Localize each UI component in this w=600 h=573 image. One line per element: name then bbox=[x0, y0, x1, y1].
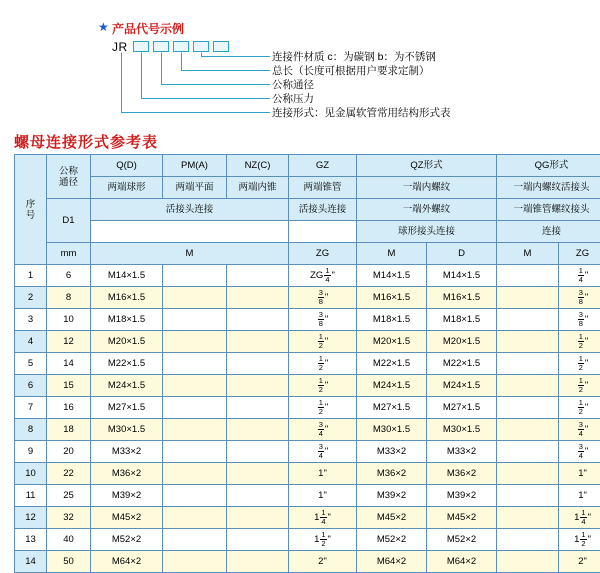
cell-qz-m: M16×1.5 bbox=[357, 287, 427, 309]
cell-gz-thread: $\frac{1}{2}$ " bbox=[289, 375, 357, 397]
cell-qg-zg: 1" bbox=[559, 463, 600, 485]
cell-seq: 5 bbox=[15, 353, 47, 375]
cell-q-thread: M14×1.5 bbox=[91, 265, 163, 287]
cell-seq: 2 bbox=[15, 287, 47, 309]
cell-qg-m bbox=[497, 463, 559, 485]
cell-qz-m: M36×2 bbox=[357, 463, 427, 485]
cell-qg-zg: $\frac{3}{4}$ " bbox=[559, 419, 600, 441]
cell-pm-thread bbox=[163, 419, 227, 441]
product-code-legend bbox=[0, 0, 600, 128]
cell-q-thread: M36×2 bbox=[91, 463, 163, 485]
cell-nominal-diameter: 32 bbox=[47, 507, 91, 529]
cell-seq: 3 bbox=[15, 309, 47, 331]
cell-nominal-diameter: 40 bbox=[47, 529, 91, 551]
header-type-desc-qg: 一端内螺纹活接头 bbox=[497, 177, 600, 199]
cell-qg-zg: 1" bbox=[559, 485, 600, 507]
cell-pm-thread bbox=[163, 265, 227, 287]
cell-nominal-diameter: 50 bbox=[47, 551, 91, 573]
cell-qg-m bbox=[497, 353, 559, 375]
cell-qg-zg: $\frac{1}{4}$ " bbox=[559, 265, 600, 287]
cell-nz-thread bbox=[227, 463, 289, 485]
cell-gz-thread: 2" bbox=[289, 551, 357, 573]
cell-qz-d: M30×1.5 bbox=[427, 419, 497, 441]
cell-seq: 7 bbox=[15, 397, 47, 419]
cell-nz-thread bbox=[227, 485, 289, 507]
header-thread-m: M bbox=[91, 243, 289, 265]
cell-gz-thread: 1" bbox=[289, 485, 357, 507]
table-row bbox=[15, 441, 600, 463]
cell-qg-zg: $\frac{3}{4}$ " bbox=[559, 441, 600, 463]
cell-nz-thread bbox=[227, 397, 289, 419]
table-row bbox=[15, 529, 600, 551]
cell-q-thread: M22×1.5 bbox=[91, 353, 163, 375]
cell-q-thread: M20×1.5 bbox=[91, 331, 163, 353]
cell-nz-thread bbox=[227, 419, 289, 441]
cell-qz-m: M22×1.5 bbox=[357, 353, 427, 375]
header-nominal-diameter bbox=[47, 155, 91, 199]
header-qg-connect: 连接 bbox=[497, 221, 600, 243]
legend-item-length: 总长（长度可根据用户要求定制） bbox=[272, 64, 451, 78]
cell-nominal-diameter: 16 bbox=[47, 397, 91, 419]
cell-qg-zg: $\frac{1}{2}$ " bbox=[559, 331, 600, 353]
cell-q-thread: M16×1.5 bbox=[91, 287, 163, 309]
cell-pm-thread bbox=[163, 551, 227, 573]
cell-qz-m: M24×1.5 bbox=[357, 375, 427, 397]
cell-q-thread: M64×2 bbox=[91, 551, 163, 573]
cell-qg-m bbox=[497, 551, 559, 573]
header-type-code-qz: QZ形式 bbox=[357, 155, 497, 177]
cell-pm-thread bbox=[163, 309, 227, 331]
cell-seq: 12 bbox=[15, 507, 47, 529]
cell-q-thread: M52×2 bbox=[91, 529, 163, 551]
table-row bbox=[15, 397, 600, 419]
cell-nz-thread bbox=[227, 265, 289, 287]
cell-qz-d: M36×2 bbox=[427, 463, 497, 485]
table-row bbox=[15, 419, 600, 441]
cell-qz-m: M20×1.5 bbox=[357, 331, 427, 353]
header-qg-m: M bbox=[497, 243, 559, 265]
cell-seq: 11 bbox=[15, 485, 47, 507]
header-type-code-qg: QG形式 bbox=[497, 155, 600, 177]
cell-gz-thread: $\frac{3}{8}$ " bbox=[289, 287, 357, 309]
cell-nominal-diameter: 25 bbox=[47, 485, 91, 507]
table-title: 螺母连接形式参考表 bbox=[14, 131, 158, 152]
header-blank-gz bbox=[289, 221, 357, 243]
header-seq-line1: 序 bbox=[26, 199, 36, 210]
cell-nz-thread bbox=[227, 551, 289, 573]
cell-seq: 4 bbox=[15, 331, 47, 353]
header-type-desc-q: 两端球形 bbox=[91, 177, 163, 199]
cell-qz-m: M30×1.5 bbox=[357, 419, 427, 441]
header-type-code-gz: GZ bbox=[289, 155, 357, 177]
header-type-code-nz: NZ(C) bbox=[227, 155, 289, 177]
cell-qz-d: M64×2 bbox=[427, 551, 497, 573]
table-row bbox=[15, 353, 600, 375]
cell-pm-thread bbox=[163, 463, 227, 485]
table-header-row-desc bbox=[15, 177, 600, 199]
legend-item-material: 连接件材质 c：为碳钢 b：为不锈钢 bbox=[272, 50, 451, 64]
cell-qg-zg: 1 $\frac{1}{2}$ " bbox=[559, 529, 600, 551]
cell-gz-thread: $\frac{3}{4}$ " bbox=[289, 419, 357, 441]
cell-nz-thread bbox=[227, 441, 289, 463]
cell-qz-d: M18×1.5 bbox=[427, 309, 497, 331]
table-header-row-units bbox=[15, 243, 600, 265]
legend-item-nominal-pressure: 公称压力 bbox=[272, 92, 451, 106]
cell-q-thread: M45×2 bbox=[91, 507, 163, 529]
cell-gz-thread: 1 $\frac{1}{2}$ " bbox=[289, 529, 357, 551]
legend-item-connection-type: 连接形式：见金属软管常用结构形式表 bbox=[272, 106, 451, 120]
table-row bbox=[15, 331, 600, 353]
header-seq-line2: 号 bbox=[26, 210, 36, 221]
cell-qz-d: M22×1.5 bbox=[427, 353, 497, 375]
cell-qz-m: M39×2 bbox=[357, 485, 427, 507]
cell-q-thread: M27×1.5 bbox=[91, 397, 163, 419]
header-type-code-pm: PM(A) bbox=[163, 155, 227, 177]
cell-qz-m: M45×2 bbox=[357, 507, 427, 529]
cell-qz-d: M45×2 bbox=[427, 507, 497, 529]
cell-qz-d: M14×1.5 bbox=[427, 265, 497, 287]
table-row bbox=[15, 485, 600, 507]
table-header-row-codes bbox=[15, 155, 600, 177]
cell-qg-m bbox=[497, 507, 559, 529]
header-d1: D1 bbox=[47, 199, 91, 243]
legend-item-list bbox=[272, 50, 451, 120]
cell-gz-thread: $\frac{1}{2}$ " bbox=[289, 353, 357, 375]
header-qz-m: M bbox=[357, 243, 427, 265]
cell-pm-thread bbox=[163, 397, 227, 419]
product-code-prefix: JR bbox=[112, 40, 128, 54]
nut-connection-reference-table bbox=[14, 154, 600, 573]
cell-qz-m: M14×1.5 bbox=[357, 265, 427, 287]
cell-pm-thread bbox=[163, 507, 227, 529]
cell-qg-m bbox=[497, 375, 559, 397]
cell-nz-thread bbox=[227, 507, 289, 529]
header-seq bbox=[15, 155, 47, 265]
table-row bbox=[15, 463, 600, 485]
cell-qg-m bbox=[497, 287, 559, 309]
cell-qg-m bbox=[497, 331, 559, 353]
cell-seq: 14 bbox=[15, 551, 47, 573]
table-row bbox=[15, 551, 600, 573]
cell-qg-zg: $\frac{1}{2}$ " bbox=[559, 375, 600, 397]
cell-qg-zg: $\frac{1}{2}$ " bbox=[559, 353, 600, 375]
cell-qg-zg: 2" bbox=[559, 551, 600, 573]
header-qg-zg: ZG bbox=[559, 243, 600, 265]
cell-qz-d: M33×2 bbox=[427, 441, 497, 463]
header-type-desc-qz: 一端内螺纹 bbox=[357, 177, 497, 199]
cell-gz-thread: $\frac{1}{2}$ " bbox=[289, 331, 357, 353]
table-row bbox=[15, 265, 600, 287]
cell-seq: 8 bbox=[15, 419, 47, 441]
cell-seq: 10 bbox=[15, 463, 47, 485]
cell-qg-m bbox=[497, 309, 559, 331]
cell-qz-d: M27×1.5 bbox=[427, 397, 497, 419]
header-qz-outer-thread: 一端外螺纹 bbox=[357, 199, 497, 221]
cell-nominal-diameter: 22 bbox=[47, 463, 91, 485]
header-qz-d: D bbox=[427, 243, 497, 265]
cell-qz-m: M18×1.5 bbox=[357, 309, 427, 331]
cell-pm-thread bbox=[163, 353, 227, 375]
table-row bbox=[15, 287, 600, 309]
cell-nz-thread bbox=[227, 287, 289, 309]
cell-nominal-diameter: 18 bbox=[47, 419, 91, 441]
header-nominal-line2: 通径 bbox=[59, 177, 78, 188]
cell-pm-thread bbox=[163, 441, 227, 463]
cell-qg-m bbox=[497, 397, 559, 419]
cell-qg-zg: $\frac{1}{2}$ " bbox=[559, 397, 600, 419]
cell-seq: 9 bbox=[15, 441, 47, 463]
cell-qg-zg: $\frac{3}{8}$ " bbox=[559, 287, 600, 309]
cell-pm-thread bbox=[163, 331, 227, 353]
cell-q-thread: M33×2 bbox=[91, 441, 163, 463]
cell-nominal-diameter: 15 bbox=[47, 375, 91, 397]
cell-qg-m bbox=[497, 419, 559, 441]
cell-gz-thread: 1 $\frac{1}{4}$ " bbox=[289, 507, 357, 529]
cell-nominal-diameter: 20 bbox=[47, 441, 91, 463]
cell-gz-thread: $\frac{1}{2}$ " bbox=[289, 397, 357, 419]
cell-qz-d: M20×1.5 bbox=[427, 331, 497, 353]
header-gz-joint-connection: 活接头连接 bbox=[289, 199, 357, 221]
table-row bbox=[15, 309, 600, 331]
cell-qz-m: M33×2 bbox=[357, 441, 427, 463]
cell-pm-thread bbox=[163, 375, 227, 397]
header-type-code-q: Q(D) bbox=[91, 155, 163, 177]
table-row bbox=[15, 507, 600, 529]
cell-qz-m: M27×1.5 bbox=[357, 397, 427, 419]
header-unit-mm: mm bbox=[47, 243, 91, 265]
cell-gz-thread: $\frac{3}{4}$ " bbox=[289, 441, 357, 463]
header-type-desc-nz: 两端内锥 bbox=[227, 177, 289, 199]
cell-seq: 13 bbox=[15, 529, 47, 551]
cell-pm-thread bbox=[163, 485, 227, 507]
cell-gz-thread: $\frac{3}{8}$ " bbox=[289, 309, 357, 331]
legend-item-nominal-diameter: 公称通径 bbox=[272, 78, 451, 92]
cell-qg-zg: $\frac{3}{8}$ " bbox=[559, 309, 600, 331]
table-header-row-ball bbox=[15, 221, 600, 243]
cell-qz-d: M16×1.5 bbox=[427, 287, 497, 309]
cell-nz-thread bbox=[227, 353, 289, 375]
header-qg-taper-thread-joint: 一端锥管螺纹接头 bbox=[497, 199, 600, 221]
cell-qz-d: M24×1.5 bbox=[427, 375, 497, 397]
cell-qz-m: M52×2 bbox=[357, 529, 427, 551]
header-blank-live bbox=[91, 221, 289, 243]
cell-nz-thread bbox=[227, 529, 289, 551]
header-live-joint-connection: 活接头连接 bbox=[91, 199, 289, 221]
cell-qg-m bbox=[497, 485, 559, 507]
cell-gz-thread: ZG $\frac{1}{4}$ " bbox=[289, 265, 357, 287]
cell-qg-m bbox=[497, 441, 559, 463]
cell-qz-d: M52×2 bbox=[427, 529, 497, 551]
cell-nominal-diameter: 10 bbox=[47, 309, 91, 331]
cell-q-thread: M18×1.5 bbox=[91, 309, 163, 331]
header-type-desc-gz: 两端锥管 bbox=[289, 177, 357, 199]
cell-seq: 1 bbox=[15, 265, 47, 287]
cell-qg-m bbox=[497, 529, 559, 551]
legend-title: 产品代号示例 bbox=[112, 20, 184, 37]
header-thread-zg: ZG bbox=[289, 243, 357, 265]
cell-nz-thread bbox=[227, 375, 289, 397]
cell-nz-thread bbox=[227, 309, 289, 331]
header-nominal-line1: 公称 bbox=[59, 166, 78, 177]
cell-nz-thread bbox=[227, 331, 289, 353]
cell-q-thread: M39×2 bbox=[91, 485, 163, 507]
table-header-row-joint bbox=[15, 199, 600, 221]
header-type-desc-pm: 两端平面 bbox=[163, 177, 227, 199]
cell-qz-m: M64×2 bbox=[357, 551, 427, 573]
cell-nominal-diameter: 12 bbox=[47, 331, 91, 353]
cell-qg-zg: 1 $\frac{1}{4}$ " bbox=[559, 507, 600, 529]
cell-qz-d: M39×2 bbox=[427, 485, 497, 507]
header-qz-ball-joint: 球形接头连接 bbox=[357, 221, 497, 243]
cell-seq: 6 bbox=[15, 375, 47, 397]
cell-nominal-diameter: 6 bbox=[47, 265, 91, 287]
cell-q-thread: M24×1.5 bbox=[91, 375, 163, 397]
cell-q-thread: M30×1.5 bbox=[91, 419, 163, 441]
star-icon: ★ bbox=[98, 20, 109, 34]
cell-nominal-diameter: 8 bbox=[47, 287, 91, 309]
cell-gz-thread: 1" bbox=[289, 463, 357, 485]
table-row bbox=[15, 375, 600, 397]
cell-pm-thread bbox=[163, 287, 227, 309]
cell-nominal-diameter: 14 bbox=[47, 353, 91, 375]
cell-qg-m bbox=[497, 265, 559, 287]
cell-pm-thread bbox=[163, 529, 227, 551]
